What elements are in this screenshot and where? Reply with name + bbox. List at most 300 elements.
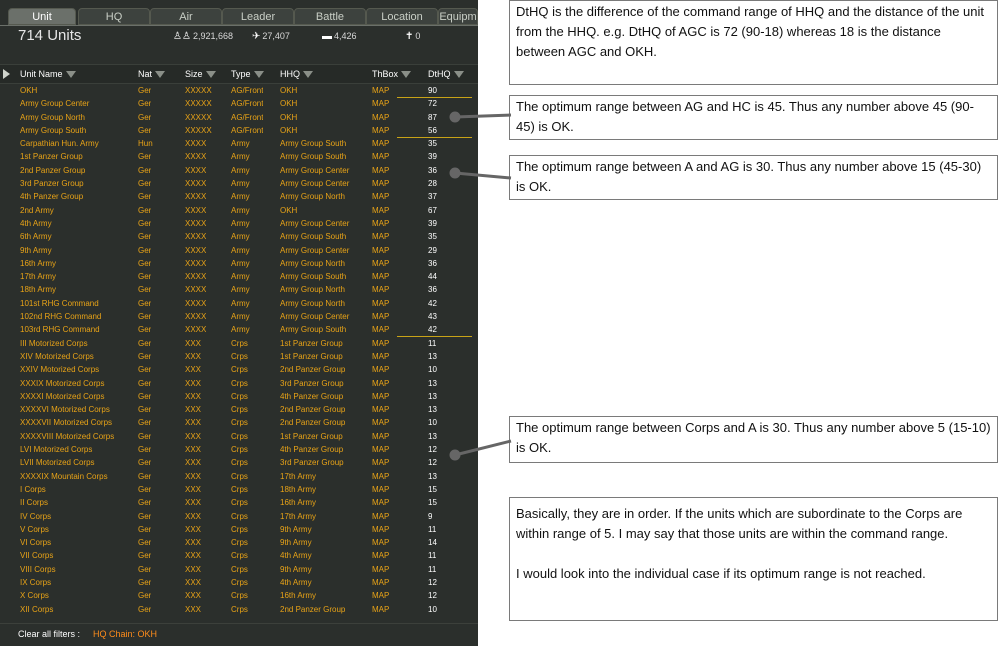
cell-type: Crps	[231, 484, 248, 494]
cell-thbox: MAP	[372, 564, 390, 574]
cell-nat: Ger	[138, 205, 152, 215]
cell-nat: Ger	[138, 405, 152, 415]
cell-dthq: 10	[428, 604, 437, 614]
cell-nat: Ger	[138, 99, 152, 109]
cell-hhq: Army Group South	[280, 152, 347, 162]
cell-dthq: 13	[428, 431, 437, 441]
cell-nat: Ger	[138, 218, 152, 228]
cell-dthq: 12	[428, 445, 437, 455]
cell-size: XXX	[185, 551, 202, 561]
cell-thbox: MAP	[372, 232, 390, 242]
cell-type: Crps	[231, 577, 248, 587]
tab-air[interactable]: Air	[150, 8, 222, 25]
cell-unit-name: Army Group Center	[20, 99, 90, 109]
cell-type: Army	[231, 165, 250, 175]
cell-type: Army	[231, 285, 250, 295]
cell-unit-name: 2nd Army	[20, 205, 54, 215]
cell-unit-name: V Corps	[20, 524, 49, 534]
cell-nat: Ger	[138, 498, 152, 508]
cell-type: Army	[231, 205, 250, 215]
soldiers-icon: ♙♙	[173, 31, 191, 42]
cell-unit-name: LVI Motorized Corps	[20, 445, 93, 455]
cell-thbox: MAP	[372, 272, 390, 282]
cell-dthq: 37	[428, 192, 437, 202]
cell-type: Army	[231, 298, 250, 308]
cell-size: XXXX	[185, 218, 207, 228]
connector-ag	[455, 115, 511, 117]
cell-type: Army	[231, 272, 250, 282]
column-header-label: Unit Name	[20, 69, 63, 79]
cell-hhq: 16th Army	[280, 498, 317, 508]
cell-thbox: MAP	[372, 258, 390, 268]
cell-hhq: Army Group Center	[280, 179, 350, 189]
cell-type: Crps	[231, 498, 248, 508]
cell-dthq: 9	[428, 511, 433, 521]
cell-hhq: 2nd Panzer Group	[280, 604, 346, 614]
cell-nat: Ger	[138, 179, 152, 189]
cell-hhq: 1st Panzer Group	[280, 431, 343, 441]
cell-unit-name: XXXXVIII Motorized Corps	[20, 431, 115, 441]
cell-hhq: Army Group Center	[280, 245, 350, 255]
cell-thbox: MAP	[372, 312, 390, 322]
cell-thbox: MAP	[372, 511, 390, 521]
tab-equipm[interactable]: Equipm	[438, 8, 478, 25]
cell-nat: Ger	[138, 285, 152, 295]
cell-nat: Ger	[138, 591, 152, 601]
cell-thbox: MAP	[372, 577, 390, 587]
cell-size: XXXX	[185, 325, 207, 335]
cell-dthq: 35	[428, 232, 437, 242]
cell-unit-name: 17th Army	[20, 272, 57, 282]
cell-size: XXXX	[185, 139, 207, 149]
cell-type: Crps	[231, 591, 248, 601]
cell-nat: Ger	[138, 445, 152, 455]
cell-nat: Ger	[138, 165, 152, 175]
cell-unit-name: XXXXIX Mountain Corps	[20, 471, 108, 481]
cell-hhq: 4th Panzer Group	[280, 445, 344, 455]
cell-type: Crps	[231, 365, 248, 375]
cell-nat: Ger	[138, 351, 152, 361]
cell-dthq: 12	[428, 591, 437, 601]
cell-nat: Ger	[138, 325, 152, 335]
cell-dthq: 67	[428, 205, 437, 215]
cell-hhq: Army Group North	[280, 285, 345, 295]
cell-unit-name: 2nd Panzer Group	[20, 165, 86, 175]
cell-type: Crps	[231, 524, 248, 534]
cell-thbox: MAP	[372, 99, 390, 109]
cell-hhq: Army Group South	[280, 232, 347, 242]
cell-nat: Hun	[138, 139, 153, 149]
cell-thbox: MAP	[372, 218, 390, 228]
cell-hhq: 2nd Panzer Group	[280, 418, 346, 428]
cell-nat: Ger	[138, 365, 152, 375]
cell-unit-name: XII Corps	[20, 604, 54, 614]
cell-dthq: 29	[428, 245, 437, 255]
cell-size: XXX	[185, 458, 202, 468]
cell-nat: Ger	[138, 298, 152, 308]
cell-size: XXX	[185, 391, 202, 401]
cell-thbox: MAP	[372, 458, 390, 468]
cell-unit-name: 4th Army	[20, 218, 52, 228]
cell-nat: Ger	[138, 564, 152, 574]
cell-hhq: OKH	[280, 86, 298, 95]
cell-unit-name: III Motorized Corps	[20, 338, 88, 348]
cell-dthq: 11	[428, 524, 437, 534]
cell-nat: Ger	[138, 604, 152, 614]
cell-unit-name: IX Corps	[20, 577, 52, 587]
cell-size: XXX	[185, 471, 202, 481]
cell-thbox: MAP	[372, 325, 390, 335]
cell-nat: Ger	[138, 245, 152, 255]
cell-thbox: MAP	[372, 192, 390, 202]
cell-thbox: MAP	[372, 351, 390, 361]
column-header-label: ThBox	[372, 69, 399, 79]
cell-dthq: 56	[428, 125, 437, 135]
stat-value: 0	[415, 31, 421, 41]
note-ag-range: The optimum range between AG and HC is 45. Thus any number above 45 (90-45) is OK.	[509, 95, 998, 140]
cell-nat: Ger	[138, 551, 152, 561]
cell-thbox: MAP	[372, 125, 390, 135]
cell-size: XXX	[185, 418, 202, 428]
cell-nat: Ger	[138, 338, 152, 348]
cell-hhq: 3rd Panzer Group	[280, 378, 344, 388]
cell-dthq: 42	[428, 298, 437, 308]
cell-size: XXXXX	[185, 112, 212, 122]
cell-unit-name: LVII Motorized Corps	[20, 458, 95, 468]
cell-nat: Ger	[138, 86, 152, 95]
cell-nat: Ger	[138, 538, 152, 548]
cell-type: AG/Front	[231, 99, 264, 109]
cell-type: AG/Front	[231, 125, 264, 135]
cell-hhq: OKH	[280, 112, 298, 122]
cell-unit-name: 3rd Panzer Group	[20, 179, 84, 189]
cell-unit-name: I Corps	[20, 484, 46, 494]
cell-thbox: MAP	[372, 484, 390, 494]
cell-hhq: 9th Army	[280, 564, 312, 574]
cell-nat: Ger	[138, 312, 152, 322]
cell-thbox: MAP	[372, 378, 390, 388]
cell-size: XXXX	[185, 232, 207, 242]
cell-hhq: Army Group North	[280, 258, 345, 268]
cell-thbox: MAP	[372, 365, 390, 375]
cell-thbox: MAP	[372, 498, 390, 508]
cell-type: Army	[231, 325, 250, 335]
cell-type: Crps	[231, 351, 248, 361]
cell-hhq: 1st Panzer Group	[280, 351, 343, 361]
cell-unit-name: 16th Army	[20, 258, 57, 268]
cell-hhq: OKH	[280, 99, 298, 109]
cell-unit-name: 9th Army	[20, 245, 52, 255]
cell-unit-name: 101st RHG Command	[20, 298, 99, 308]
note-followup-text: I would look into the individual case if its optimum range is not reached.	[516, 566, 926, 581]
cell-size: XXX	[185, 511, 202, 521]
hq-chain-filter[interactable]: HQ Chain: OKH	[93, 629, 158, 639]
cell-dthq: 15	[428, 498, 437, 508]
cell-size: XXX	[185, 338, 202, 348]
cell-type: Crps	[231, 391, 248, 401]
cell-size: XXX	[185, 524, 202, 534]
cell-nat: Ger	[138, 125, 152, 135]
cell-nat: Ger	[138, 152, 152, 162]
cell-size: XXXX	[185, 285, 207, 295]
cell-size: XXXX	[185, 152, 207, 162]
cell-hhq: Army Group Center	[280, 312, 350, 322]
cell-unit-name: XXIV Motorized Corps	[20, 365, 100, 375]
cell-hhq: 9th Army	[280, 538, 312, 548]
cell-unit-name: VI Corps	[20, 538, 52, 548]
cell-dthq: 35	[428, 139, 437, 149]
cell-dthq: 43	[428, 312, 437, 322]
cell-dthq: 10	[428, 418, 437, 428]
cell-dthq: 36	[428, 165, 437, 175]
cell-dthq: 42	[428, 325, 437, 335]
cell-unit-name: 6th Army	[20, 232, 52, 242]
cell-type: AG/Front	[231, 112, 264, 122]
cell-dthq: 13	[428, 391, 437, 401]
cell-size: XXXX	[185, 245, 207, 255]
cell-size: XXX	[185, 405, 202, 415]
cell-hhq: Army Group South	[280, 325, 347, 335]
cell-size: XXX	[185, 604, 202, 614]
cell-dthq: 72	[428, 99, 437, 109]
cell-type: Crps	[231, 604, 248, 614]
cell-size: XXX	[185, 351, 202, 361]
cell-size: XXXX	[185, 312, 207, 322]
cell-size: XXX	[185, 365, 202, 375]
cell-nat: Ger	[138, 232, 152, 242]
cell-unit-name: 103rd RHG Command	[20, 325, 100, 335]
cell-unit-name: 18th Army	[20, 285, 57, 295]
cell-nat: Ger	[138, 378, 152, 388]
cell-thbox: MAP	[372, 418, 390, 428]
cell-size: XXX	[185, 591, 202, 601]
cell-size: XXXX	[185, 272, 207, 282]
aircraft-icon: ✈	[252, 31, 261, 42]
cell-type: Crps	[231, 511, 248, 521]
cell-dthq: 36	[428, 285, 437, 295]
cell-type: Crps	[231, 445, 248, 455]
cell-size: XXX	[185, 378, 202, 388]
cell-hhq: 4th Army	[280, 577, 312, 587]
cell-type: Army	[231, 232, 250, 242]
cell-hhq: OKH	[280, 205, 298, 215]
cell-size: XXX	[185, 498, 202, 508]
note-army-range: The optimum range between A and AG is 30. Thus any number above 15 (45-30) is OK.	[509, 155, 998, 200]
cell-thbox: MAP	[372, 112, 390, 122]
cell-thbox: MAP	[372, 405, 390, 415]
tab-leader[interactable]: Leader	[222, 8, 294, 25]
cell-hhq: Army Group South	[280, 139, 347, 149]
cell-thbox: MAP	[372, 165, 390, 175]
cell-thbox: MAP	[372, 86, 390, 95]
column-header-label: Type	[231, 69, 251, 79]
cell-dthq: 11	[428, 551, 437, 561]
cell-dthq: 11	[428, 564, 437, 574]
cell-hhq: 9th Army	[280, 524, 312, 534]
cell-nat: Ger	[138, 511, 152, 521]
cell-nat: Ger	[138, 258, 152, 268]
cell-type: Crps	[231, 538, 248, 548]
cell-thbox: MAP	[372, 205, 390, 215]
connector-army-dot	[451, 169, 459, 177]
cell-nat: Ger	[138, 458, 152, 468]
cell-thbox: MAP	[372, 524, 390, 534]
cell-unit-name: Carpathian Hun. Army	[20, 139, 99, 149]
cell-dthq: 14	[428, 538, 437, 548]
cell-thbox: MAP	[372, 591, 390, 601]
cell-unit-name: XXXXVII Motorized Corps	[20, 418, 113, 428]
cell-unit-name: XXXXI Motorized Corps	[20, 391, 105, 401]
cell-dthq: 90	[428, 86, 437, 95]
cell-thbox: MAP	[372, 298, 390, 308]
cell-dthq: 28	[428, 179, 437, 189]
cell-unit-name: IV Corps	[20, 511, 52, 521]
cell-thbox: MAP	[372, 152, 390, 162]
connector-ag-dot	[451, 113, 459, 121]
cell-thbox: MAP	[372, 245, 390, 255]
cell-size: XXX	[185, 445, 202, 455]
cell-dthq: 36	[428, 258, 437, 268]
cell-type: Crps	[231, 471, 248, 481]
column-header-label: Nat	[138, 69, 153, 79]
cell-unit-name: 4th Panzer Group	[20, 192, 84, 202]
cell-type: Army	[231, 245, 250, 255]
cell-hhq: 2nd Panzer Group	[280, 365, 346, 375]
cell-hhq: Army Group North	[280, 192, 345, 202]
cell-hhq: 18th Army	[280, 484, 317, 494]
cell-size: XXXX	[185, 192, 207, 202]
column-header-label: Size	[185, 69, 203, 79]
cell-nat: Ger	[138, 192, 152, 202]
cell-type: Crps	[231, 564, 248, 574]
cell-dthq: 13	[428, 405, 437, 415]
cell-hhq: 3rd Panzer Group	[280, 458, 344, 468]
cell-size: XXXXX	[185, 125, 212, 135]
connector-corps	[455, 441, 511, 455]
connector-army	[455, 173, 511, 178]
cell-type: Army	[231, 139, 250, 149]
cell-size: XXX	[185, 564, 202, 574]
cell-hhq: Army Group Center	[280, 218, 350, 228]
cell-hhq: 16th Army	[280, 591, 317, 601]
cell-dthq: 13	[428, 351, 437, 361]
cell-dthq: 15	[428, 484, 437, 494]
cell-nat: Ger	[138, 484, 152, 494]
note-corps-range: The optimum range between Corps and A is 30. Thus any number above 5 (15-10) is OK.	[509, 416, 998, 463]
cell-type: Army	[231, 179, 250, 189]
cell-size: XXXX	[185, 258, 207, 268]
cell-thbox: MAP	[372, 471, 390, 481]
column-header-label: HHQ	[280, 69, 300, 79]
cell-type: Army	[231, 218, 250, 228]
cell-nat: Ger	[138, 112, 152, 122]
cell-unit-name: II Corps	[20, 498, 49, 508]
cell-type: AG/Front	[231, 86, 264, 95]
stat-value: 4,426	[334, 31, 357, 41]
cell-hhq: Army Group South	[280, 272, 347, 282]
cell-hhq: 2nd Panzer Group	[280, 405, 346, 415]
cell-dthq: 39	[428, 218, 437, 228]
cell-size: XXXX	[185, 298, 207, 308]
cell-size: XXX	[185, 484, 202, 494]
cell-type: Army	[231, 312, 250, 322]
cell-size: XXXX	[185, 165, 207, 175]
cell-size: XXXX	[185, 179, 207, 189]
cell-nat: Ger	[138, 524, 152, 534]
cell-nat: Ger	[138, 391, 152, 401]
cell-thbox: MAP	[372, 338, 390, 348]
cell-thbox: MAP	[372, 604, 390, 614]
cell-dthq: 87	[428, 112, 437, 122]
cell-thbox: MAP	[372, 391, 390, 401]
stat-value: 2,921,668	[192, 31, 233, 41]
plane-small-icon: ✝	[405, 31, 414, 42]
tab-location[interactable]: Location	[366, 8, 438, 25]
cell-dthq: 10	[428, 365, 437, 375]
cell-size: XXX	[185, 538, 202, 548]
cell-thbox: MAP	[372, 538, 390, 548]
cell-hhq: 17th Army	[280, 471, 317, 481]
cell-size: XXXXX	[185, 86, 212, 95]
cell-type: Crps	[231, 431, 248, 441]
cell-thbox: MAP	[372, 179, 390, 189]
cell-size: XXXXX	[185, 99, 212, 109]
note-dthq-definition: DtHQ is the difference of the command range of HHQ and the distance of the unit from the HHQ. e.g. DtHQ of AGC is 72 (90-18) whereas 18 is the distance between AGC and OKH.	[509, 0, 998, 85]
cell-hhq: Army Group North	[280, 298, 345, 308]
cell-type: Crps	[231, 458, 248, 468]
cell-dthq: 39	[428, 152, 437, 162]
tab-hq[interactable]: HQ	[78, 8, 150, 25]
clear-all-filters-button[interactable]: Clear all filters :	[18, 629, 81, 639]
cell-dthq: 44	[428, 272, 437, 282]
cell-hhq: OKH	[280, 125, 298, 135]
cell-size: XXX	[185, 577, 202, 587]
cell-type: Crps	[231, 418, 248, 428]
cell-hhq: 17th Army	[280, 511, 317, 521]
cell-dthq: 11	[428, 338, 437, 348]
cell-size: XXXX	[185, 205, 207, 215]
cell-dthq: 13	[428, 471, 437, 481]
cell-hhq: 1st Panzer Group	[280, 338, 343, 348]
cell-unit-name: XXXXVI Motorized Corps	[20, 405, 110, 415]
cell-dthq: 12	[428, 458, 437, 468]
cell-type: Army	[231, 192, 250, 202]
tab-battle[interactable]: Battle	[294, 8, 366, 25]
cell-thbox: MAP	[372, 285, 390, 295]
cell-nat: Ger	[138, 418, 152, 428]
cell-type: Crps	[231, 551, 248, 561]
cell-unit-name: VIII Corps	[20, 564, 56, 574]
unit-count: 714 Units	[18, 27, 82, 44]
cell-type: Army	[231, 258, 250, 268]
cell-type: Crps	[231, 338, 248, 348]
cell-thbox: MAP	[372, 445, 390, 455]
cell-size: XXX	[185, 431, 202, 441]
cell-unit-name: XXXIX Motorized Corps	[20, 378, 105, 388]
tab-unit[interactable]: Unit	[8, 8, 76, 25]
cell-thbox: MAP	[372, 139, 390, 149]
cell-type: Crps	[231, 405, 248, 415]
cell-unit-name: Army Group South	[20, 125, 87, 135]
cell-unit-name: 1st Panzer Group	[20, 152, 83, 162]
tank-icon: ▬	[322, 31, 332, 42]
cell-hhq: 4th Army	[280, 551, 312, 561]
cell-nat: Ger	[138, 471, 152, 481]
cell-thbox: MAP	[372, 431, 390, 441]
cell-nat: Ger	[138, 577, 152, 587]
cell-unit-name: OKH	[20, 86, 38, 95]
cell-unit-name: Army Group North	[20, 112, 85, 122]
